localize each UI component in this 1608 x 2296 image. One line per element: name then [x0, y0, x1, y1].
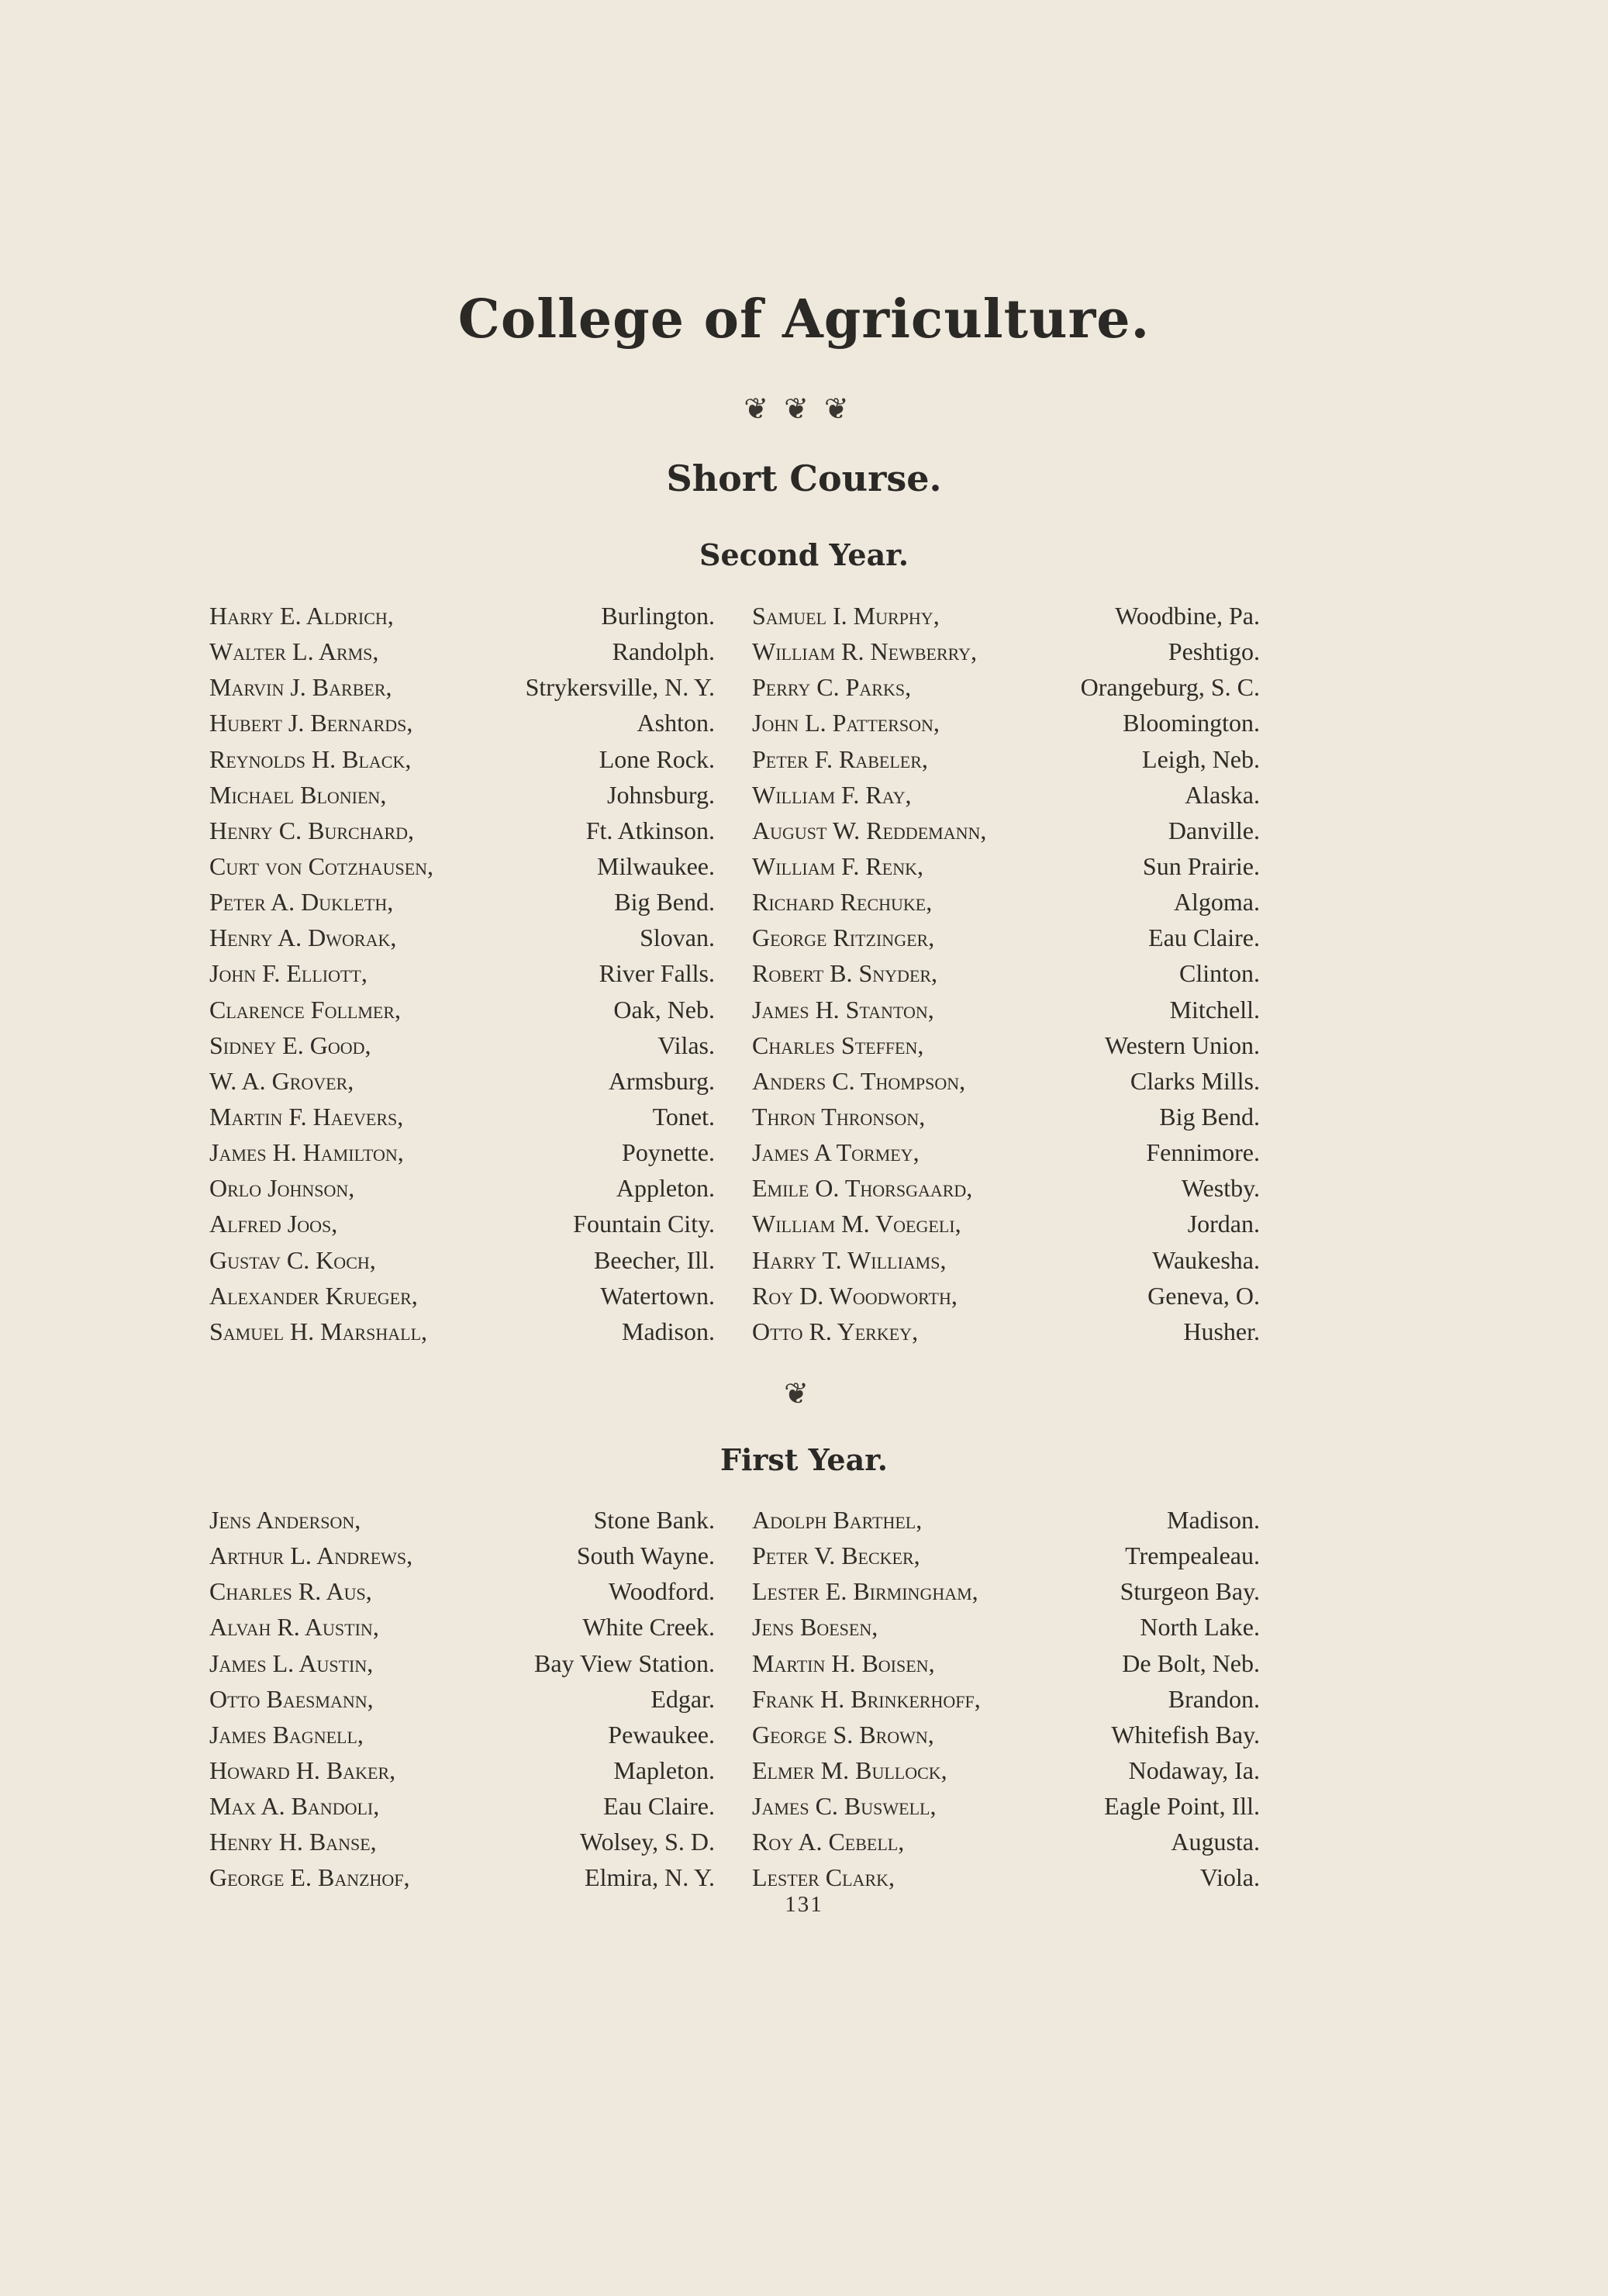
hometown: Clarks Mills. [1130, 1066, 1260, 1095]
floral-ornament-icon: ❦❦❦ [744, 393, 864, 426]
hometown: White Creek. [582, 1613, 715, 1642]
hometown: Vilas. [657, 1031, 715, 1059]
hometown: Appleton. [616, 1174, 715, 1203]
hometown: Bay View Station. [533, 1649, 715, 1677]
student-name: Martin F. Haevers, [209, 1102, 404, 1131]
hometown: Algoma. [1173, 888, 1260, 917]
student-name: W. A. Grover, [209, 1066, 354, 1095]
student-name: Alexander Krueger, [209, 1281, 418, 1310]
hometown: Geneva, O. [1147, 1281, 1260, 1310]
list-item [0, 1134, 1608, 1170]
list-item [0, 1170, 1608, 1206]
student-name: Henry H. Banse, [209, 1828, 377, 1856]
student-name: James H. Hamilton, [209, 1138, 404, 1167]
list-item [0, 1314, 1608, 1349]
hometown: Big Bend. [614, 888, 715, 917]
list-item [0, 920, 1608, 955]
hometown: Waukesha. [1152, 1245, 1260, 1274]
student-name: Roy A. Cebell, [752, 1828, 905, 1856]
student-name: Martin H. Boisen, [752, 1649, 935, 1677]
hometown: Trempealeau. [1125, 1542, 1260, 1570]
hometown: Beecher, Ill. [594, 1245, 715, 1274]
list-item [0, 1206, 1608, 1241]
hometown: Whitefish Bay. [1111, 1720, 1260, 1749]
student-name: William R. Newberry, [752, 637, 977, 666]
list-item [0, 848, 1608, 884]
hometown: Western Union. [1104, 1031, 1260, 1059]
hometown: Fountain City. [573, 1210, 715, 1238]
list-item [0, 884, 1608, 920]
student-name: Alfred Joos, [209, 1210, 338, 1238]
student-name: James H. Stanton, [752, 995, 934, 1024]
student-name: Lester E. Birmingham, [752, 1577, 978, 1606]
student-name: Jens Boesen, [752, 1613, 878, 1642]
list-item [0, 598, 1608, 634]
hometown: Fennimore. [1146, 1138, 1260, 1167]
hometown: Woodbine, Pa. [1115, 602, 1260, 630]
student-name: Orlo Johnson, [209, 1174, 355, 1203]
hometown: Husher. [1183, 1317, 1260, 1345]
hometown: Ft. Atkinson. [585, 816, 715, 844]
hometown: Eagle Point, Ill. [1104, 1792, 1260, 1821]
student-name: Gustav C. Koch, [209, 1245, 376, 1274]
list-item [0, 1609, 1608, 1645]
student-name: Henry A. Dworak, [209, 924, 397, 952]
list-item [0, 1681, 1608, 1717]
second-year-heading: Second Year. [699, 537, 909, 572]
student-name: James Bagnell, [209, 1720, 364, 1749]
student-name: Robert B. Snyder, [752, 959, 938, 988]
student-name: George E. Banzhof, [209, 1863, 410, 1892]
student-name: Curt von Cotzhausen, [209, 851, 434, 880]
student-name: Reynolds H. Black, [209, 744, 412, 773]
student-name: Samuel I. Murphy, [752, 602, 940, 630]
hometown: Slovan. [640, 924, 715, 952]
first-year-roster [0, 1502, 1608, 1896]
list-item [0, 955, 1608, 991]
hometown: Johnsburg. [607, 780, 715, 809]
list-item [0, 1573, 1608, 1609]
student-name: Charles R. Aus, [209, 1577, 372, 1606]
list-item [0, 1645, 1608, 1681]
student-name: Harry T. Williams, [752, 1245, 947, 1274]
hometown: Bloomington. [1123, 709, 1260, 737]
hometown: Stone Bank. [593, 1506, 715, 1534]
hometown: Madison. [1167, 1506, 1260, 1534]
hometown: Mitchell. [1169, 995, 1260, 1024]
student-name: Peter F. Rabeler, [752, 744, 928, 773]
list-item [0, 1099, 1608, 1134]
student-name: Arthur L. Andrews, [209, 1542, 413, 1570]
hometown: Poynette. [622, 1138, 715, 1167]
hometown: Sun Prairie. [1142, 851, 1260, 880]
student-name: William F. Ray, [752, 780, 912, 809]
list-item [0, 1502, 1608, 1538]
first-year-heading: First Year. [720, 1442, 888, 1477]
list-item [0, 1788, 1608, 1824]
student-name: William M. Voegeli, [752, 1210, 961, 1238]
hometown: Sturgeon Bay. [1120, 1577, 1260, 1606]
hometown: Augusta. [1171, 1828, 1260, 1856]
student-name: Samuel H. Marshall, [209, 1317, 428, 1345]
hometown: Wolsey, S. D. [579, 1828, 715, 1856]
list-item [0, 1538, 1608, 1573]
list-item [0, 741, 1608, 777]
student-name: John F. Elliott, [209, 959, 367, 988]
page-number: 131 [785, 1892, 823, 1917]
student-name: Lester Clark, [752, 1863, 895, 1892]
hometown: Oak, Neb. [613, 995, 715, 1024]
student-name: Frank H. Brinkerhoff, [752, 1684, 981, 1713]
student-name: Roy D. Woodworth, [752, 1281, 958, 1310]
section-title: Short Course. [666, 457, 942, 499]
list-item [0, 1859, 1608, 1895]
hometown: Armsburg. [608, 1066, 715, 1095]
student-name: Adolph Barthel, [752, 1506, 923, 1534]
hometown: Randolph. [612, 637, 715, 666]
student-name: Max A. Bandoli, [209, 1792, 380, 1821]
student-name: William F. Renk, [752, 851, 923, 880]
student-name: Hubert J. Bernards, [209, 709, 413, 737]
second-year-roster [0, 598, 1608, 1349]
list-item [0, 705, 1608, 741]
hometown: Strykersville, N. Y. [525, 673, 715, 702]
hometown: De Bolt, Neb. [1122, 1649, 1260, 1677]
list-item [0, 1027, 1608, 1063]
student-name: James A Tormey, [752, 1138, 920, 1167]
hometown: North Lake. [1140, 1613, 1260, 1642]
hometown: Danville. [1168, 816, 1260, 844]
student-name: Jens Anderson, [209, 1506, 361, 1534]
hometown: Madison. [622, 1317, 715, 1345]
list-item [0, 669, 1608, 705]
hometown: Eau Claire. [1148, 924, 1260, 952]
student-name: Michael Blonien, [209, 780, 387, 809]
student-name: John L. Patterson, [752, 709, 940, 737]
student-name: Harry E. Aldrich, [209, 602, 394, 630]
list-item [0, 1752, 1608, 1788]
list-item [0, 777, 1608, 813]
student-name: Anders C. Thompson, [752, 1066, 966, 1095]
hometown: Westby. [1181, 1174, 1260, 1203]
hometown: Nodaway, Ia. [1128, 1756, 1260, 1784]
hometown: Lone Rock. [599, 744, 715, 773]
list-item [0, 1063, 1608, 1099]
student-name: Alvah R. Austin, [209, 1613, 379, 1642]
list-item [0, 1242, 1608, 1278]
hometown: Tonet. [652, 1102, 715, 1131]
hometown: Mapleton. [613, 1756, 715, 1784]
hometown: Eau Claire. [603, 1792, 715, 1821]
hometown: Pewaukee. [608, 1720, 715, 1749]
student-name: Perry C. Parks, [752, 673, 912, 702]
list-item [0, 1717, 1608, 1752]
student-name: Sidney E. Good, [209, 1031, 371, 1059]
student-name: Elmer M. Bullock, [752, 1756, 947, 1784]
student-name: James C. Buswell, [752, 1792, 937, 1821]
hometown: Leigh, Neb. [1142, 744, 1260, 773]
student-name: Otto R. Yerkey, [752, 1317, 919, 1345]
hometown: Ashton. [637, 709, 715, 737]
list-item [0, 1824, 1608, 1859]
hometown: Watertown. [600, 1281, 715, 1310]
page-title: College of Agriculture. [457, 288, 1151, 350]
hometown: Woodford. [609, 1577, 715, 1606]
student-name: James L. Austin, [209, 1649, 374, 1677]
student-name: Peter V. Becker, [752, 1542, 920, 1570]
hometown: River Falls. [599, 959, 715, 988]
hometown: Alaska. [1185, 780, 1260, 809]
student-name: Charles Steffen, [752, 1031, 924, 1059]
student-name: Peter A. Dukleth, [209, 888, 394, 917]
hometown: Viola. [1199, 1863, 1260, 1892]
list-item [0, 992, 1608, 1027]
student-name: Howard H. Baker, [209, 1756, 396, 1784]
list-item [0, 813, 1608, 848]
hometown: Burlington. [601, 602, 715, 630]
student-name: Thron Thronson, [752, 1102, 926, 1131]
student-name: Clarence Follmer, [209, 995, 402, 1024]
student-name: Richard Rechuke, [752, 888, 933, 917]
student-name: Otto Baesmann, [209, 1684, 374, 1713]
student-name: George S. Brown, [752, 1720, 934, 1749]
hometown: Clinton. [1178, 959, 1260, 988]
hometown: South Wayne. [576, 1542, 715, 1570]
hometown: Edgar. [650, 1684, 715, 1713]
hometown: Orangeburg, S. C. [1080, 673, 1260, 702]
list-item [0, 634, 1608, 669]
student-name: Henry C. Burchard, [209, 816, 415, 844]
student-name: August W. Reddemann, [752, 816, 987, 844]
student-name: Walter L. Arms, [209, 637, 379, 666]
hometown: Big Bend. [1159, 1102, 1260, 1131]
student-name: Marvin J. Barber, [209, 673, 392, 702]
hometown: Milwaukee. [597, 851, 715, 880]
hometown: Peshtigo. [1168, 637, 1260, 666]
hometown: Elmira, N. Y. [585, 1863, 715, 1892]
floral-ornament-icon: ❦ [784, 1378, 824, 1410]
hometown: Jordan. [1187, 1210, 1260, 1238]
list-item [0, 1278, 1608, 1314]
student-name: George Ritzinger, [752, 924, 935, 952]
student-name: Emile O. Thorsgaard, [752, 1174, 973, 1203]
hometown: Brandon. [1168, 1684, 1260, 1713]
